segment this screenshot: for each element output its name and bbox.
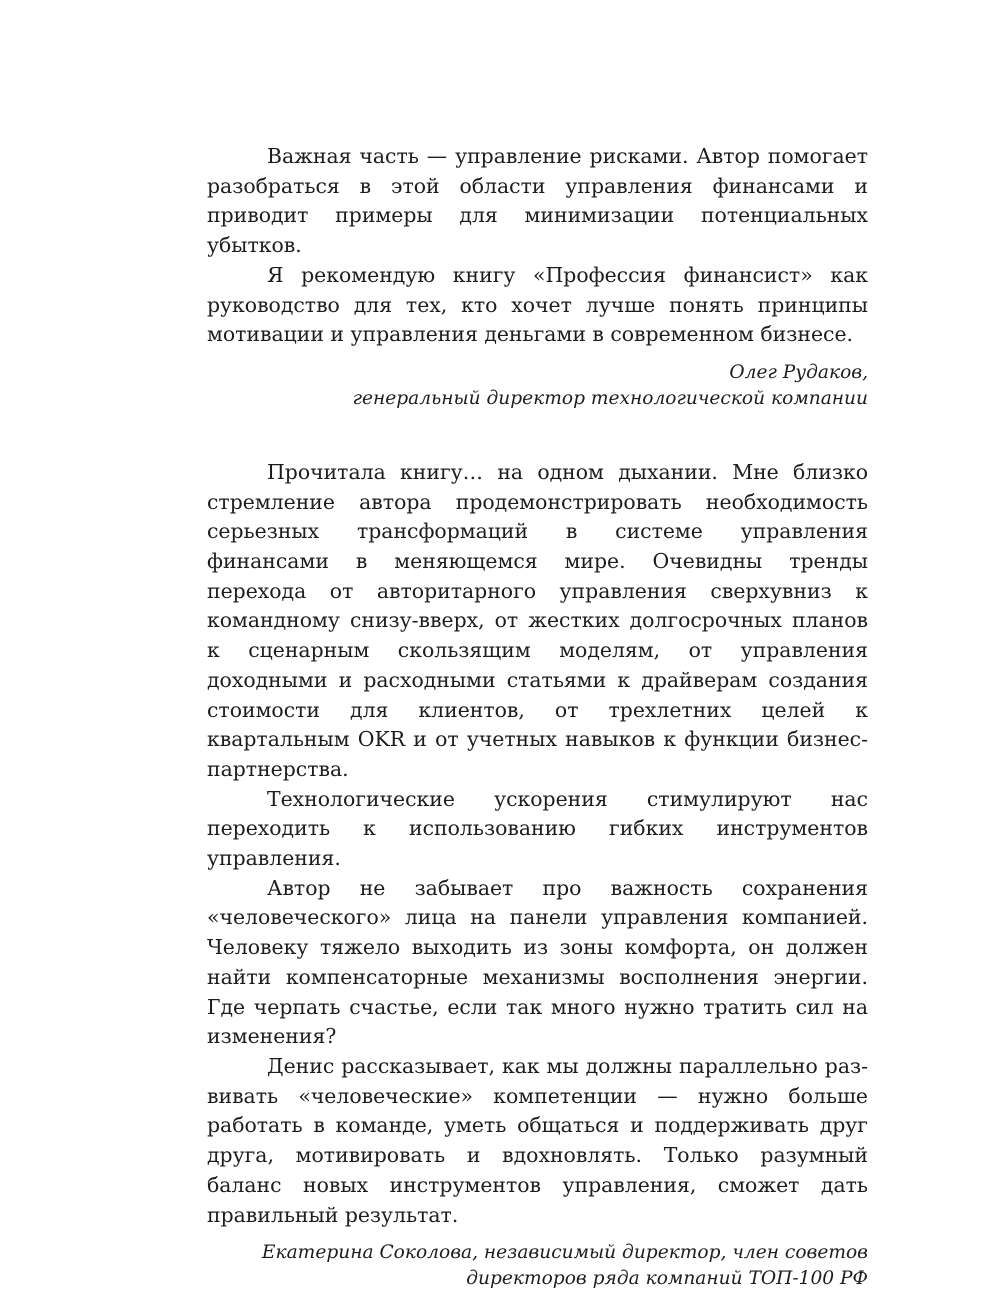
- review-2-paragraph-3: Автор не забывает про важность сохранения «человеческого» лица на панели управления компанией. Человеку тяжело выходить из зоны комфорта, он должен найти компенсаторные механизмы восполнения энергии. Где черпать счастье, если так много нужно тратить сил на изменения?: [207, 875, 868, 1049]
- review-oleg-rudakov: [207, 142, 868, 412]
- signature-title: генеральный директор технологической компании: [352, 387, 868, 409]
- review-1-paragraph-2: Я рекомендую книгу «Профессия финансист» как руководство для тех, кто хочет лучше понять принципы мотивации и управления деньгами в современном бизнесе.: [207, 262, 868, 347]
- review-2-paragraph-2: Технологические ускорения стимулируют нас переходить к использованию гибких инструментов управления.: [207, 786, 868, 871]
- review-2-paragraph-1: Прочитала книгу… на одном дыхании. Мне близко стремление автора продемонстрировать необходимость серьезных трансформаций в системе управления финансами в меняющемся мире. Очевидны тренды перехода от авторитарного управления сверхувниз к командному снизу-вверх, от жестких долгосрочных планов к сценарным скользящим моделям, от управления доходными и расходными статьями к драйверам создания стоимости для клиентов, от трехлетних целей к квартальным OKR и от учетных навыков к функции бизнес-партнерства.: [207, 459, 868, 781]
- review-2-signature: [207, 1240, 868, 1292]
- review-2-paragraph-4: Денис рассказывает, как мы должны параллельно развивать «человеческие» компетенции — нужно больше работать в команде, уметь общаться и поддерживать друг друга, мотивировать и вдохновлять. Только разумный баланс новых инструментов управления, сможет дать правильный результат.: [207, 1053, 868, 1227]
- review-ekaterina-sokolova: [207, 458, 868, 1292]
- review-1-paragraph-1: Важная часть — управление рисками. Автор помогает разобраться в этой области управления финансами и приводит примеры для минимизации потенциальных убытков.: [207, 144, 868, 258]
- signature-line-2: директоров ряда компаний ТОП-100 РФ: [466, 1268, 868, 1290]
- signature-name: Олег Рудаков,: [729, 361, 868, 383]
- signature-line-1: Екатерина Соколова, независимый директор, член советов: [261, 1242, 868, 1264]
- page-content: [207, 142, 868, 1292]
- review-1-signature: [207, 360, 868, 412]
